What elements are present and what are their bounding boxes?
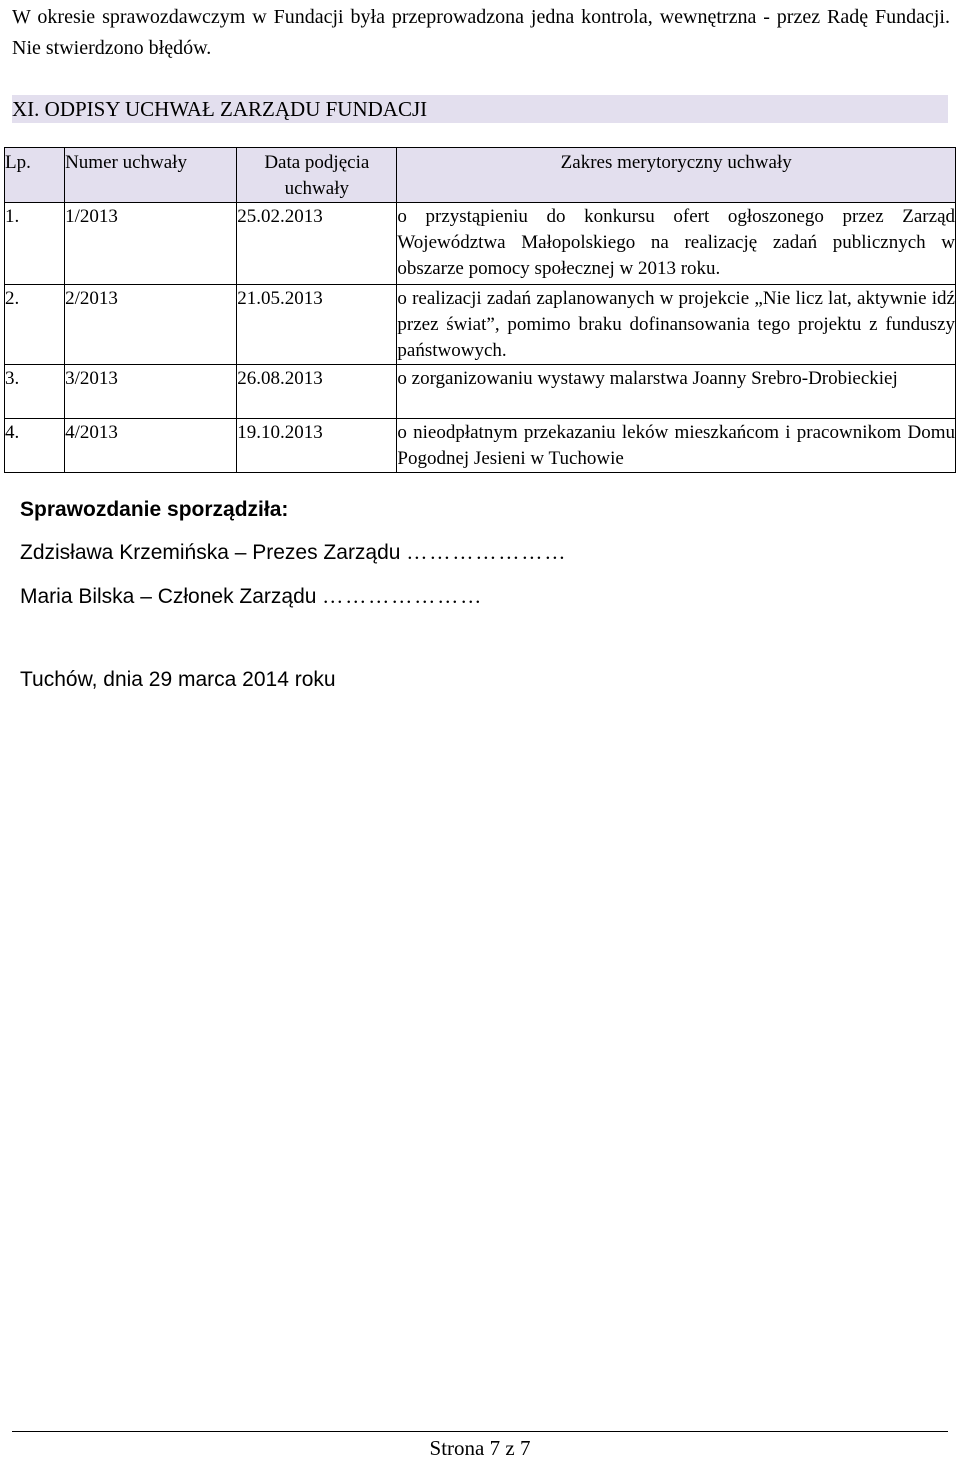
table-row [5,419,956,473]
resolutions-table [4,147,956,473]
signoff-heading: Sprawozdanie sporządziła: [20,498,289,521]
signature-dots: ………………… [322,584,484,608]
cell-date: 26.08.2013 [237,365,397,419]
cell-number: 4/2013 [65,419,237,473]
footer-divider [12,1431,948,1432]
signatory-name: Maria Bilska – Członek Zarządu [20,585,317,608]
cell-date: 21.05.2013 [237,285,397,365]
cell-lp: 1. [5,203,65,285]
table-row [5,365,956,419]
section-heading-text: XI. ODPISY UCHWAŁ ZARZĄDU FUNDACJI [12,97,428,121]
page-number: Strona 7 z 7 [429,1436,531,1460]
cell-scope: o zorganizowaniu wystawy malarstwa Joanny Srebro-Drobieckiej [397,365,956,419]
signature-dots: ………………… [406,540,568,564]
header-lp: Lp. [5,148,65,203]
table-header-row [5,148,956,203]
section-heading [12,95,948,123]
intro-text: W okresie sprawozdawczym w Fundacji była przeprowadzona jedna kontrola, wewnętrzna - przez Radę Fundacji. Nie stwierdzono błędów. [12,6,950,59]
intro-paragraph [12,2,950,64]
signatory-line [20,584,483,609]
cell-scope: o realizacji zadań zaplanowanych w projekcie „Nie licz lat, aktywnie idź przez świat”, pomimo braku dofinansowania tego projektu z funduszy państwowych. [397,285,956,365]
cell-scope: o przystąpieniu do konkursu ofert ogłoszonego przez Zarząd Województwa Małopolskiego na realizację zadań publicznych w obszarze pomocy społecznej w 2013 roku. [397,203,956,285]
cell-number: 2/2013 [65,285,237,365]
cell-number: 1/2013 [65,203,237,285]
table-row [5,203,956,285]
signatory-name: Zdzisława Krzemińska – Prezes Zarządu [20,541,401,564]
cell-lp: 2. [5,285,65,365]
cell-date: 19.10.2013 [237,419,397,473]
table-row [5,285,956,365]
cell-date: 25.02.2013 [237,203,397,285]
cell-number: 3/2013 [65,365,237,419]
cell-lp: 3. [5,365,65,419]
cell-scope: o nieodpłatnym przekazaniu leków mieszkańcom i pracownikom Domu Pogodnej Jesieni w Tuchowie [397,419,956,473]
header-date: Data podjęcia uchwały [237,148,397,203]
signatory-line [20,540,567,565]
header-scope: Zakres merytoryczny uchwały [397,148,956,203]
header-number: Numer uchwały [65,148,237,203]
place-date: Tuchów, dnia 29 marca 2014 roku [20,668,336,691]
cell-lp: 4. [5,419,65,473]
